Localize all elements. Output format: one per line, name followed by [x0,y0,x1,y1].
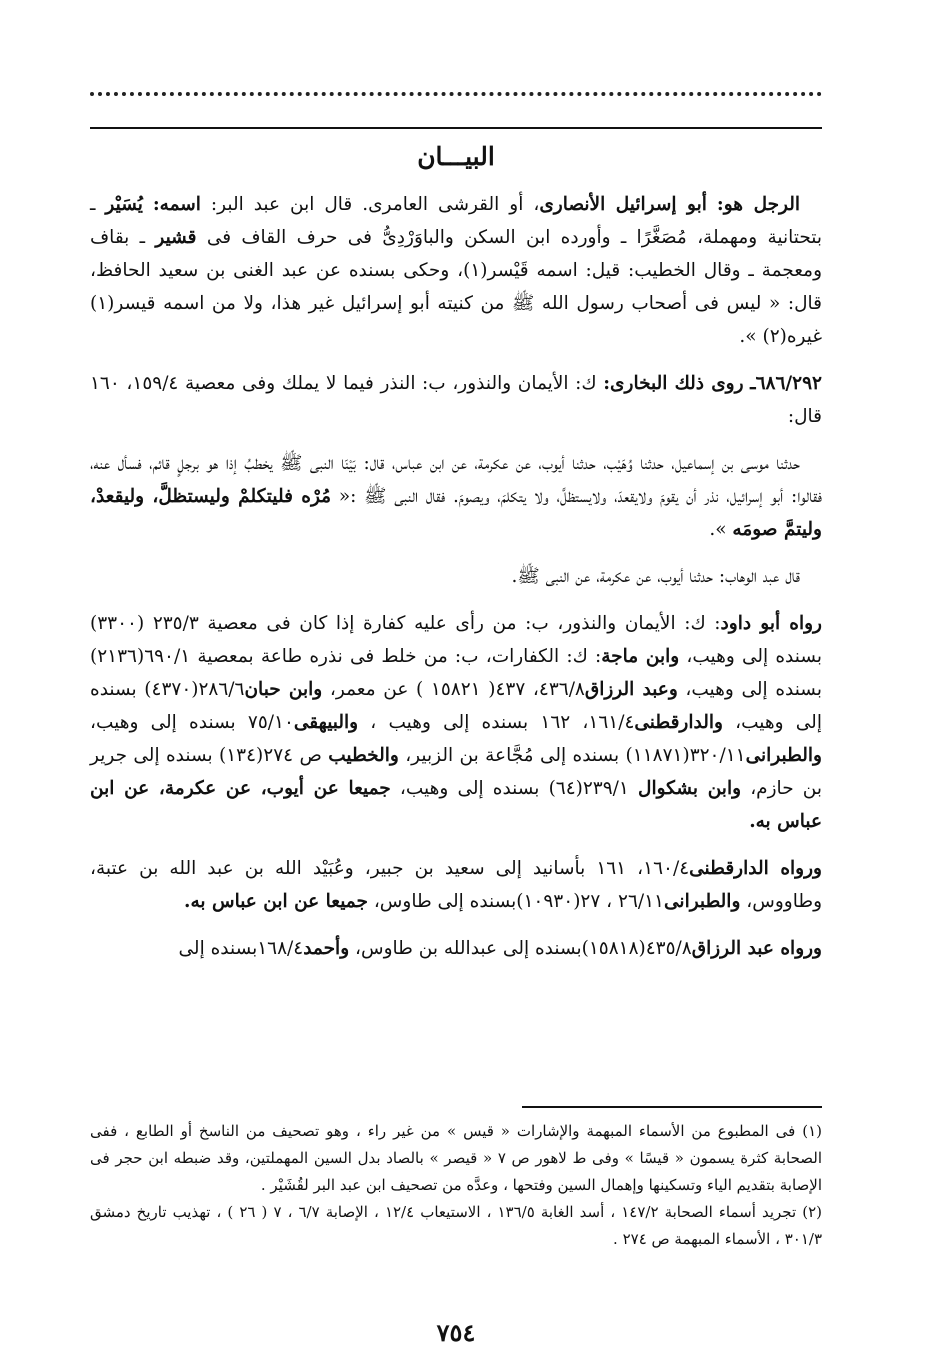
intro-name: أبو إسرائيل الأنصارى [539,194,707,215]
ref-abdulrazzaq: وعبد الرزاق [584,679,678,700]
intro-text-2: ـ بتحتانية ومهملة، مُصَغَّرًا ـ وأورده ابن السكن والباوَرْدِىُّ فى حرف القاف فى [90,194,823,248]
intro-tribe: قشير [155,227,197,248]
takhrij2-final: جميعا عن ابن عباس به. [184,891,368,912]
narration-close: ». [709,519,727,540]
ref-abu-dawud: رواه أبو داود [720,613,822,634]
takhrij2-text-1: ١٦٠/٤، ١٦١ بأسانيد إلى سعيد بن جبير، وعُبَيْد الله بن عبد الله بن عتبة، وطاووس، [90,858,822,912]
ref-tabarani: والطبرانى [745,745,822,766]
ref2-daraqutni: ورواه الدارقطنى [689,858,822,879]
header-rule [90,127,822,129]
intro-label: اسمه: [152,194,201,215]
takhrij1-text-2: : ك: الكفارات، ب: من خلط فى نذره طاعة بمعصية ٦٩٠/١(٢١٣٦) بسنده إلى وهيب، [90,646,822,700]
takhrij-paragraph-1 [90,607,822,838]
ref-daraqutni: والدارقطنى [634,712,723,733]
intro-text-3: ـ بقاف ومعجمة ـ وقال الخطيب: قيل: اسمه قَيْسر(١)، وحكى بسنده عن عبد الغنى بن سعيد الحافظ، قال: « ليس فى أصحاب رسول الله ﷺ من كنيته أبو إسرائيل غير هذا، ولا من اسمه قيسر(١) غيره(٢) ». [90,227,823,347]
footnote-1: (١) فى المطبوع من الأسماء المبهمة والإشارات « قيس » من غير راء ، وهو تصحيف من الناسخ أو الطابع ، ففى الصحابة كثرة يسمون « قيسًا » وفى ط لاهور ص ٧ « قيصر » بالصاد بدل السين المهملتين، وقد ضبطه ابن حجر فى الإصابة بتقديم الياء وتسكينها وإهمال السين وفتحها ، وعدَّه من تصحيف ابن عبد البر لقُشَيْر . [90,1122,822,1194]
takhrij1-text-6: ٧٥/١٠ بسنده إلى وهيب، [90,712,294,733]
abdulwahhab-line: قال عبد الوهاب: حدثنا أيوب، عن عكرمة، عن النبى ﷺ. [511,566,800,587]
takhrij1-text-4: ٢٨٦/٦(٤٣٧٠) بسنده إلى وهيب، [90,679,822,733]
takhrij1-final: جميعا عن أيوب، عن عكرمة، عن ابن عباس به. [90,778,822,832]
takhrij3-text-2: ١٦٨/٤بسنده إلى [178,938,304,959]
takhrij3-text-1: ٤٣٥/٨(١٥٨١٨)بسنده إلى عبدالله بن طاوس، [355,938,692,959]
hadith-ref: ك: الأيمان والنذور، ب: النذر فيما لا يملك وفى معصية ١٥٩/٤، ١٦٠ قال: [90,373,822,427]
intro-paragraph [90,188,822,353]
page-number: ٧٥٤ [436,1318,476,1347]
intro-text-1: ، أو القرشى العامرى. قال ابن عبد البر: [210,194,540,215]
ref-ibn-bashkuwal: وابن بشكوال [638,778,742,799]
takhrij1-text-9: ٢٣٩/١(٦٤) بسنده إلى وهيب، [399,778,629,799]
takhrij1-text-8: ص ٢٧٤(١٣٤) بسنده إلى جرير بن حازم، [90,745,823,799]
takhrij2-text-2: ٢٦/١١ ، ٢٧(١٠٩٣٠)بسنده إلى طاوس، [373,891,664,912]
narration-text: حدثنا موسى بن إسماعيل، حدثنا وُهَيْب، حدثنا أيوب، عن عكرمة، عن ابن عباس، قال: بَيْنَا النبى ﷺ يخطبُ إذا هو برجلٍ قائم، فسأل عنه، فقالوا: أبو إسرائيل، نذر أن يقومَ ولايقعدَ، ولايستظلَّ، ولا يتكلمَ، ويصومَ. فقال النبى ﷺ :« [90,453,822,507]
hadith-lead: روى ذلك البخارى: [603,373,744,394]
section-heading: البيـــان [417,142,495,171]
takhrij1-text-7: ٣٢٠/١١(١١٨٧١) بسنده إلى مُجَّاعة بن الزبير، [405,745,746,766]
intro-lead: الرجل هو: [716,194,800,215]
narration-command: مُرْه فليتكلمْ وليستظلَّ، وليقعدْ، وليتمَّ صومَه [90,486,822,540]
ref2-tabarani: والطبرانى [664,891,741,912]
takhrij-paragraph-2 [90,852,822,918]
takhrij1-text-5: ١٦١/٤، ١٦٢ بسنده إلى وهيب ، [370,712,635,733]
footnotes [90,1118,822,1253]
hadith-header [90,367,822,433]
footnote-rule [522,1106,822,1108]
takhrij1-text-3: ٤٣٦/٨، ٤٣٧( ١٥٨٢١ ) عن معمر، [329,679,585,700]
hadith-number: ٦٨٦/٢٩٢ـ [750,373,822,394]
ref-ibn-hibban: وابن حبان [244,679,323,700]
ref-khatib: والخطيب [328,745,399,766]
intro-word: يُسَيْر [105,194,143,215]
ref-ibn-majah: وابن ماجة [601,646,680,667]
ref3-abdulrazzaq: ورواه عبد الرزاق [691,938,822,959]
takhrij-paragraph-3 [90,932,822,965]
dotted-header-line [90,92,822,104]
main-text [90,188,822,979]
takhrij1-text-1: : ك: الأيمان والنذور، ب: من رأى عليه كفارة إذا كان فى معصية ٢٣٥/٣ (٣٣٠٠) بسنده إلى وهيب، [90,613,822,667]
narration-paragraph [90,447,822,546]
footnote-2: (٢) تجريد أسماء الصحابة ١٤٧/٢ ، أسد الغابة ١٣٦/٥ ، الاستيعاب ١٢/٤ ، الإصابة ٦/٧ ، ٧ ( ٢٦ ) ، تهذيب تاريخ دمشق ٣٠١/٣ ، الأسماء المبهمة ص ٢٧٤ . [90,1203,822,1248]
ref-bayhaqi: والبيهقى [293,712,359,733]
ref3-ahmad: وأحمد [303,938,350,959]
